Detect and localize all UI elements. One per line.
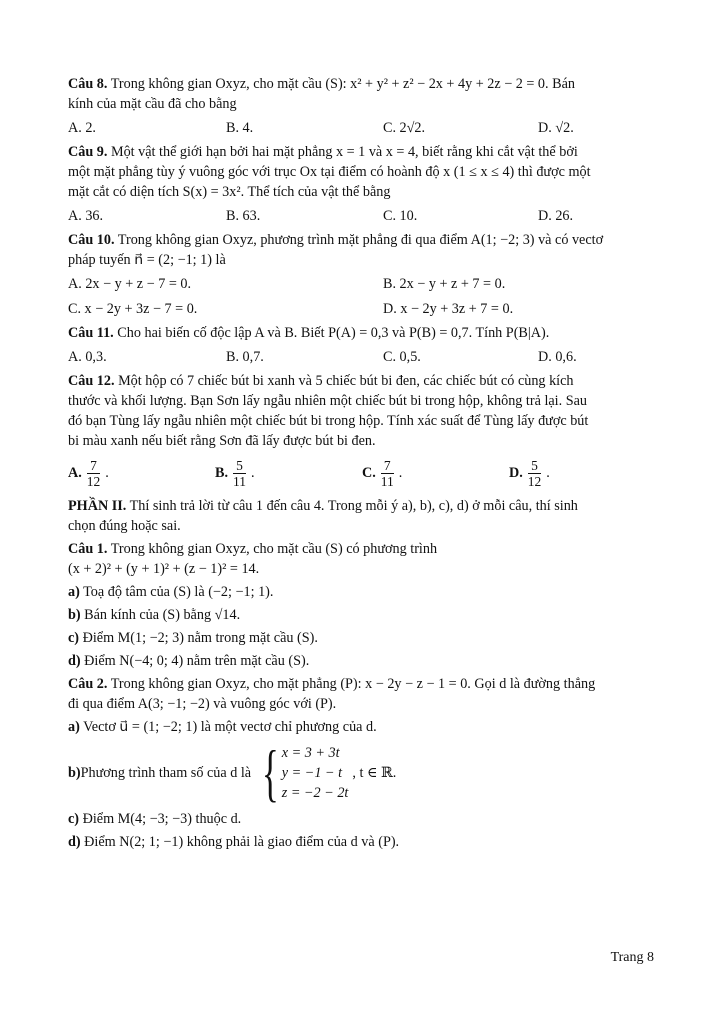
statement-letter: b) <box>68 607 81 623</box>
option-a: A. 2x − y + z − 7 = 0. <box>68 276 192 292</box>
question-text: Trong không gian Oxyz, cho mặt cầu (S): x² + y² + z² − 2x + 4y + 2z − 2 = 0. Bán <box>107 76 575 92</box>
question-label: Câu 1. <box>68 541 108 557</box>
statement-c <box>68 628 656 648</box>
option-d: D. x − 2y + 3z + 7 = 0. <box>383 301 514 317</box>
numerator: 7 <box>381 458 394 474</box>
brace-symbol: { <box>261 737 279 808</box>
option-c: C. $\frac{7}{11}$ . <box>362 457 403 489</box>
question-text: kính của mặt cầu đã cho bằng <box>68 96 237 112</box>
options-q8 <box>68 117 656 139</box>
statement-text: Điểm N(−4; 0; 4) nằm trên mặt cầu (S). <box>80 653 310 669</box>
statement-letter: c) <box>68 630 80 646</box>
question-text: pháp tuyến n⃗ = (2; −1; 1) là <box>68 252 226 268</box>
option-b: B. $\frac{5}{11}$ . <box>215 457 255 489</box>
denominator: 12 <box>86 473 101 489</box>
question-text: Trong không gian Oxyz, cho mặt phẳng (P): x − 2y − z − 1 = 0. Gọi d là đường thẳng <box>107 676 596 692</box>
numerator: 7 <box>87 458 100 474</box>
option-b: B. 63. <box>226 208 261 224</box>
denominator: 12 <box>527 473 542 489</box>
question-11 <box>68 323 656 343</box>
statement-letter: d) <box>68 834 81 850</box>
question-9 <box>68 142 656 202</box>
question-text: đó bạn Tùng lấy ngẫu nhiên một chiếc bút bi trong hộp. Tính xác suất để Tùng lấy được bút <box>68 413 589 429</box>
options-q11 <box>68 346 656 368</box>
question-text: Trong không gian Oxyz, cho mặt cầu (S) có phương trình <box>107 541 438 557</box>
statement-b <box>68 737 656 808</box>
option-c: C. x − 2y + 3z − 7 = 0. <box>68 301 198 317</box>
fraction <box>525 458 545 489</box>
equation-z: z = −2 − 2t <box>281 785 349 801</box>
statement-text: Điểm N(2; 1; −1) không phải là giao điểm của d và (P). <box>80 834 400 850</box>
option-d: D. $\frac{5}{12}$ . <box>509 457 550 489</box>
statement-tail: , t ∈ ℝ. <box>352 765 397 781</box>
statement-question-2 <box>68 674 656 714</box>
equation-y: y = −1 − t <box>281 765 343 781</box>
statement-text: Điểm M(4; −3; −3) thuộc d. <box>79 811 242 827</box>
question-text: một mặt phẳng tùy ý vuông góc với trục Ox tại điểm có hoành độ x (1 ≤ x ≤ 4) thì được một <box>68 164 591 180</box>
part-2-intro <box>68 496 656 536</box>
statement-letter: c) <box>68 811 80 827</box>
statement-letter: d) <box>68 653 81 669</box>
question-text: bi màu xanh nếu biết rằng Sơn đã lấy được bút bi đen. <box>68 433 376 449</box>
option-letter: B. <box>215 464 229 481</box>
question-label: Câu 9. <box>68 144 108 160</box>
option-c: C. 2√2. <box>383 120 426 136</box>
options-q12 <box>68 453 656 493</box>
question-8 <box>68 74 656 114</box>
question-label: Câu 10. <box>68 232 115 248</box>
statement-text: Vectơ u⃗ = (1; −2; 1) là một vectơ chỉ phương của d. <box>79 719 377 735</box>
question-10 <box>68 230 656 270</box>
denominator: 11 <box>380 473 394 489</box>
statement-letter: b) <box>68 765 81 781</box>
option-c: C. 0,5. <box>383 349 421 365</box>
statement-d <box>68 651 656 671</box>
question-text: đi qua điểm A(3; −1; −2) và vuông góc với (P). <box>68 696 337 712</box>
statement-a <box>68 582 656 602</box>
fraction <box>378 458 397 489</box>
fraction <box>230 458 249 489</box>
statement-question-1 <box>68 539 656 579</box>
option-a: A. $\frac{7}{12}$ . <box>68 457 109 489</box>
statement-b <box>68 605 656 625</box>
option-a: A. 36. <box>68 208 104 224</box>
question-text: Một hộp có 7 chiếc bút bi xanh và 5 chiếc bút bi đen, các chiếc bút có cùng kích <box>114 373 574 389</box>
question-text: Trong không gian Oxyz, phương trình mặt phẳng đi qua điểm A(1; −2; 3) và có vectơ <box>114 232 604 248</box>
numerator: 5 <box>528 458 541 474</box>
question-text: mặt cắt có diện tích S(x) = 3x². Thể tích của vật thể bằng <box>68 184 391 200</box>
option-a: A. 0,3. <box>68 349 107 365</box>
option-letter: C. <box>362 464 376 481</box>
option-d: D. 26. <box>538 208 574 224</box>
question-text: thước và khối lượng. Bạn Sơn lấy ngẫu nhiên một chiếc bút bi trong hộp, không trả lại. Sau <box>68 393 588 409</box>
statement-c <box>68 809 656 829</box>
question-label: Câu 8. <box>68 76 108 92</box>
statement-d <box>68 832 656 852</box>
option-c: C. 10. <box>383 208 418 224</box>
statement-text: Bán kính của (S) bằng √14. <box>80 607 241 623</box>
equation-x: x = 3 + 3t <box>281 745 340 761</box>
denominator: 11 <box>233 473 247 489</box>
question-text: Một vật thể giới hạn bởi hai mặt phẳng x = 1 và x = 4, biết rằng khi cắt vật thể bởi <box>107 144 578 160</box>
statement-letter: a) <box>68 719 80 735</box>
question-label: Câu 12. <box>68 373 115 389</box>
part-text: chọn đúng hoặc sai. <box>68 518 181 534</box>
part-text: Thí sinh trả lời từ câu 1 đến câu 4. Trong mỗi ý a), b), c), d) ở mỗi câu, thí sinh <box>126 498 578 514</box>
option-letter: D. <box>509 464 523 481</box>
option-b: B. 2x − y + z + 7 = 0. <box>383 276 506 292</box>
option-b: B. 0,7. <box>226 349 264 365</box>
equation: (x + 2)² + (y + 1)² + (z − 1)² = 14. <box>68 561 260 577</box>
statement-text: Toạ độ tâm của (S) là (−2; −1; 1). <box>79 584 274 600</box>
statement-a <box>68 717 656 737</box>
option-letter: A. <box>68 464 82 481</box>
part-label: PHẦN II. <box>68 498 127 514</box>
question-label: Câu 11. <box>68 325 114 341</box>
numerator: 5 <box>233 458 246 474</box>
options-q10-row1 <box>68 273 656 295</box>
fraction <box>84 458 104 489</box>
option-d: D. √2. <box>538 120 574 136</box>
question-label: Câu 2. <box>68 676 108 692</box>
statement-text: Điểm M(1; −2; 3) nằm trong mặt cầu (S). <box>79 630 318 646</box>
parametric-system <box>255 737 349 808</box>
page-number: Trang 8 <box>610 950 654 965</box>
options-q10-row2 <box>68 298 656 320</box>
statement-text: Phương trình tham số của d là <box>80 765 252 781</box>
statement-letter: a) <box>68 584 80 600</box>
option-a: A. 2. <box>68 120 96 136</box>
document-page <box>68 74 656 852</box>
option-b: B. 4. <box>226 120 254 136</box>
question-text: Cho hai biến cố độc lập A và B. Biết P(A) = 0,3 và P(B) = 0,7. Tính P(B|A). <box>113 325 550 341</box>
options-q9 <box>68 205 656 227</box>
question-12 <box>68 371 656 451</box>
option-d: D. 0,6. <box>538 349 577 365</box>
